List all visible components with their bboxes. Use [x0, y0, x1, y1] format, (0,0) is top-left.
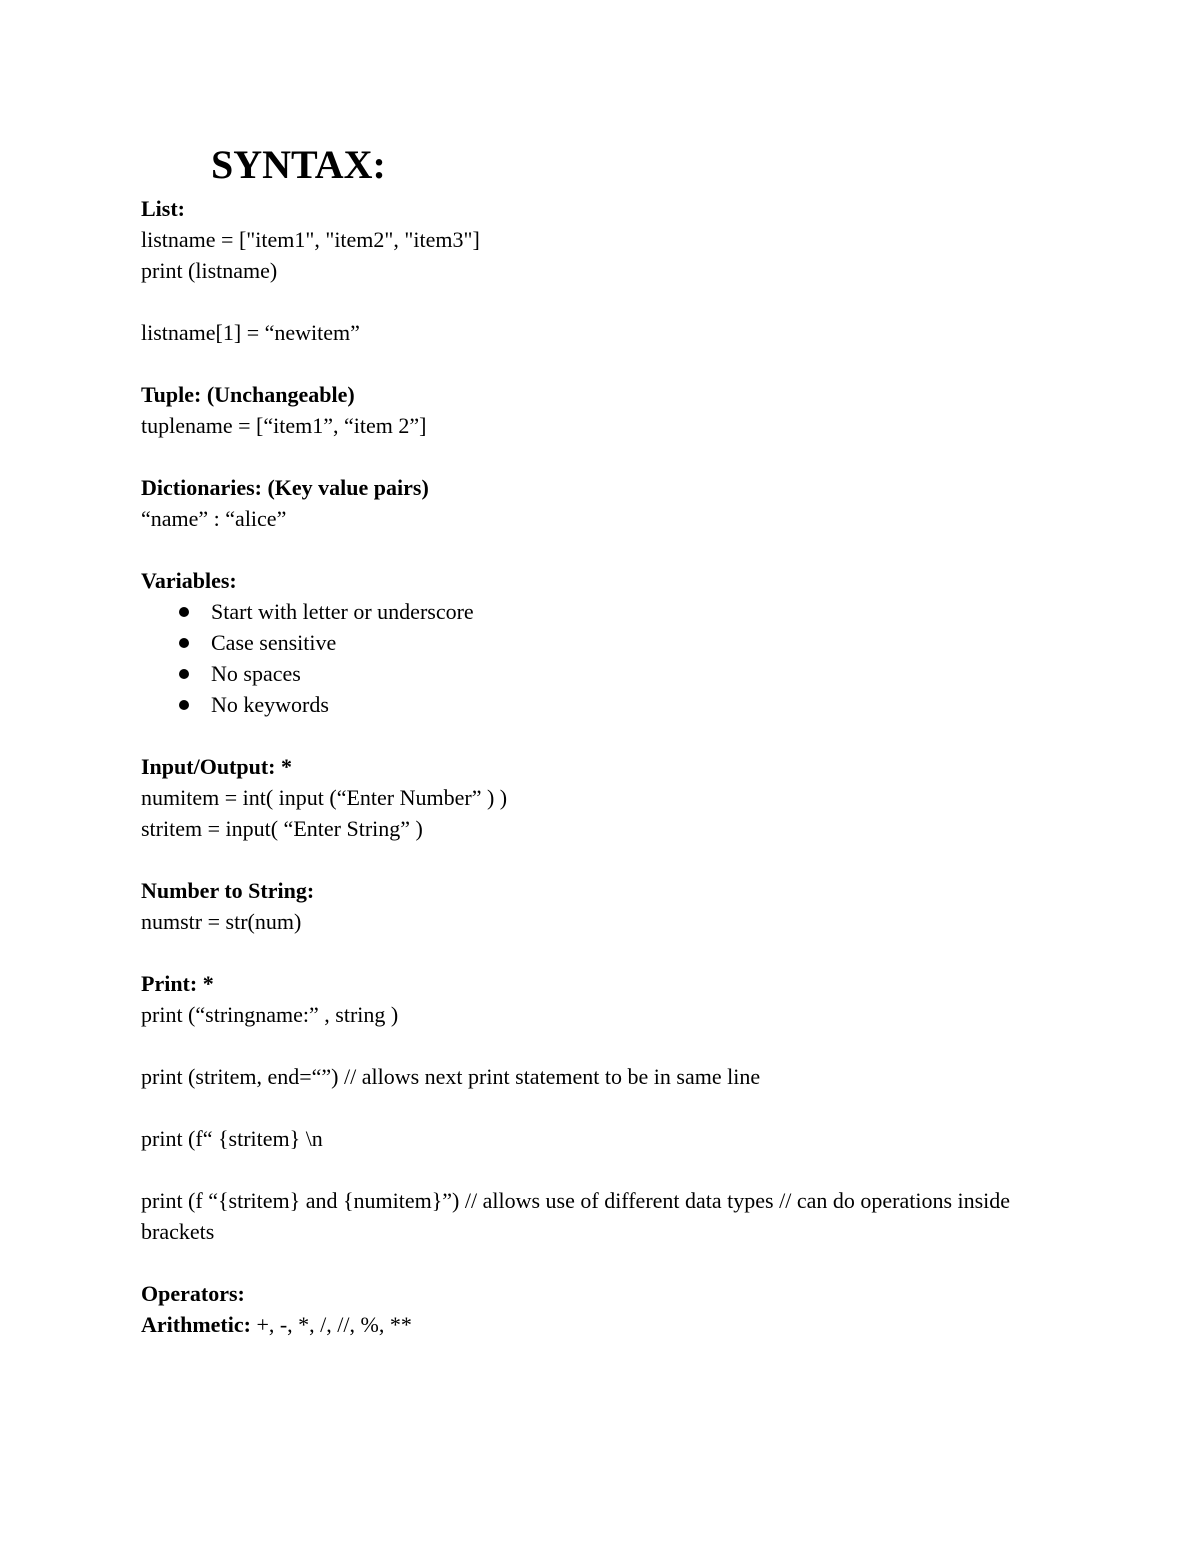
spacer — [141, 1092, 1041, 1123]
dictionaries-heading: Dictionaries: — [141, 475, 262, 500]
num-to-str-line-1: numstr = str(num) — [141, 909, 302, 934]
spacer — [141, 937, 1041, 968]
list-heading: List: — [141, 196, 185, 221]
arithmetic-values: +, -, *, /, //, %, ** — [250, 1312, 412, 1337]
list-item: No keywords — [141, 689, 1041, 720]
document-body — [141, 193, 1041, 1340]
variables-heading: Variables: — [141, 568, 237, 593]
operators-heading: Operators: — [141, 1281, 245, 1306]
spacer — [141, 441, 1041, 472]
print-line-3: print (f“ {stritem} \n — [141, 1126, 323, 1151]
print-line-2: print (stritem, end=“”) // allows next print statement to be in same line — [141, 1064, 761, 1089]
num-to-str-heading: Number to String: — [141, 878, 315, 903]
io-heading: Input/Output: * — [141, 754, 293, 779]
print-line-4: print (f “{stritem} and {numitem}”) // allows use of different data types // can do operations inside brackets — [141, 1188, 1016, 1244]
spacer — [141, 1030, 1041, 1061]
tuple-note: (Unchangeable) — [201, 382, 355, 407]
spacer — [141, 286, 1041, 317]
arithmetic-row — [141, 1309, 1041, 1340]
io-line-1: numitem = int( input (“Enter Number” ) ) — [141, 785, 508, 810]
page-title: SYNTAX: — [211, 142, 386, 187]
dictionaries-line-1: “name” : “alice” — [141, 506, 287, 531]
tuple-heading: Tuple: — [141, 382, 202, 407]
spacer — [141, 844, 1041, 875]
spacer — [141, 348, 1041, 379]
dictionaries-heading-row — [141, 472, 1041, 503]
print-line-1: print (“stringname:” , string ) — [141, 1002, 399, 1027]
tuple-line-1: tuplename = [“item1”, “item 2”] — [141, 413, 427, 438]
list-item: Case sensitive — [141, 627, 1041, 658]
variables-list — [141, 596, 1041, 720]
spacer — [141, 720, 1041, 751]
spacer — [141, 1247, 1041, 1278]
tuple-heading-row — [141, 379, 1041, 410]
arithmetic-label: Arithmetic: — [141, 1312, 251, 1337]
spacer — [141, 534, 1041, 565]
list-line-3: listname[1] = “newitem” — [141, 320, 360, 345]
list-line-2: print (listname) — [141, 258, 278, 283]
io-line-2: stritem = input( “Enter String” ) — [141, 816, 423, 841]
list-item: No spaces — [141, 658, 1041, 689]
spacer — [141, 1154, 1041, 1185]
dictionaries-note: (Key value pairs) — [261, 475, 429, 500]
list-line-1: listname = ["item1", "item2", "item3"] — [141, 227, 480, 252]
list-item: Start with letter or underscore — [141, 596, 1041, 627]
print-heading: Print: * — [141, 971, 214, 996]
